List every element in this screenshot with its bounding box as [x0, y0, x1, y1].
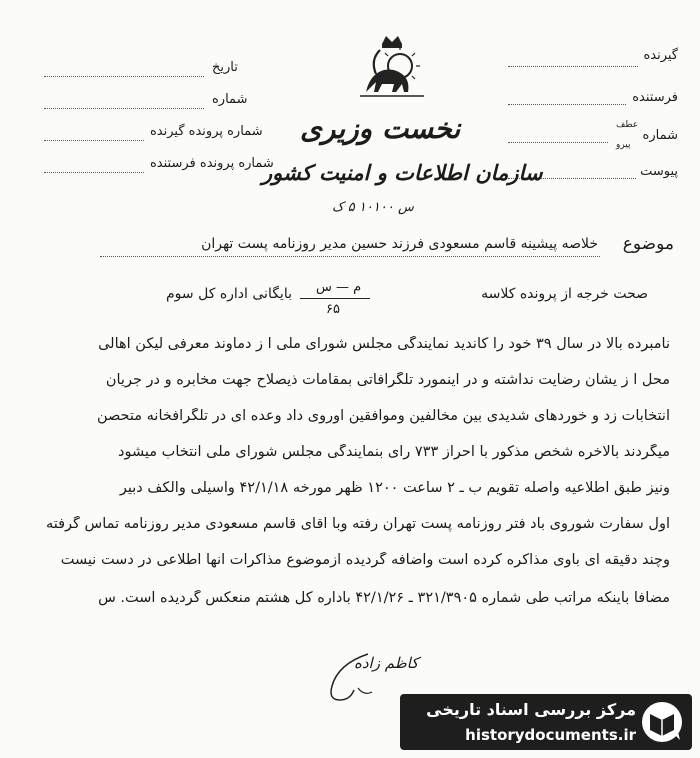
book-bubble-logo-icon: [640, 700, 684, 744]
atf-label: عطف: [616, 120, 639, 130]
number-line-left: [44, 108, 204, 109]
org-title-line2: سازمان اطلاعات و امنیت کشور: [262, 160, 543, 185]
recipient-line: [508, 66, 638, 67]
attachment-label: پیوست: [640, 164, 678, 179]
watermark-fa: مرکز بررسی اسناد تاریخی: [426, 700, 636, 719]
sender-label: فرستنده: [632, 90, 678, 105]
body-line: محل ا ز یشان رضایت نداشته و در اینمورد تلگرافاتی بمقامات ذیصلاح جهت مخابره و در جریان: [105, 372, 670, 388]
sender-file-line: [44, 172, 144, 173]
date-label: تاریخ: [212, 60, 238, 75]
lion-and-sun-emblem-icon: [352, 30, 432, 110]
watermark-en: historydocuments.ir: [465, 726, 636, 744]
body-line: ونیز طبق اطلاعیه واصله تقویم ب ـ ۲ ساعت ۱۲۰۰ ظهر مورخه ۴۲/۱/۱۸ واسیلی والکف دبیر: [119, 480, 670, 496]
classification-fraction-top: م — س: [316, 280, 362, 295]
recipient-file-label: شماره پرونده گیرنده: [150, 124, 263, 139]
subject-text: خلاصه پیشینه قاسم مسعودی فرزند حسین مدیر روزنامه پست تهران: [201, 236, 598, 252]
classification-fraction-bar: [300, 298, 370, 299]
subject-label: موضوع: [622, 234, 674, 254]
date-line: [44, 76, 204, 77]
body-line: اول سفارت شوروی باد فتر روزنامه پست تهران رفته وبا آقای قاسم مسعودی مدیر روزنامه تماس گرفته: [45, 516, 670, 532]
classification-prefix: صحت خرجه از پرونده کلاسه: [481, 286, 648, 302]
number-label-right: شماره: [642, 128, 678, 143]
subject-underline: [100, 256, 600, 257]
signature-scribble: [318, 648, 388, 708]
number-line-right: [508, 142, 608, 143]
recipient-file-line: [44, 140, 144, 141]
reference-number: س ۱۰۱۰۰ ۵ ک: [332, 200, 414, 215]
classification-suffix: بایگانی اداره کل سوم: [166, 286, 292, 302]
signature-name: کاظم زاده: [354, 654, 419, 672]
body-line: نامبرده بالا در سال ۳۹ خود را کاندید نمایندگی مجلس شورای ملی ا ز دماوند معرفی لیکن اهالی: [98, 336, 670, 352]
number-label-left: شماره: [212, 92, 248, 107]
sender-file-label: شماره پرونده فرستنده: [150, 156, 274, 171]
body-line: میگردند بالاخره شخص مذکور با احراز ۷۳۳ رای بنمایندگی مجلس شورای ملی انتخاب میشود: [118, 444, 670, 460]
body-line: مضافا باینکه مراتب طی شماره ۳۲۱/۳۹۰۵ ـ ۴۲/۱/۲۶ باداره کل هشتم منعکس گردیده است. س: [98, 590, 670, 606]
recipient-label: گیرنده: [643, 48, 678, 63]
classification-fraction-bottom: ۶۵: [326, 302, 340, 317]
body-line: انتخابات زد و خوردهای شدیدی بین مخالفین وموافقین اوروی داد وعده ای در تلگرافخانه متحصن: [96, 408, 670, 424]
peyro-label: پیرو: [616, 140, 631, 150]
org-title-line1: نخست وزیری: [300, 112, 461, 145]
body-line: وچند دقیقه ای باوی مذاکره کرده است واضافه گردیده ازموضوع مذاکرات آنها اطلاعی در دست نیست: [60, 552, 670, 568]
sender-line: [508, 104, 626, 105]
